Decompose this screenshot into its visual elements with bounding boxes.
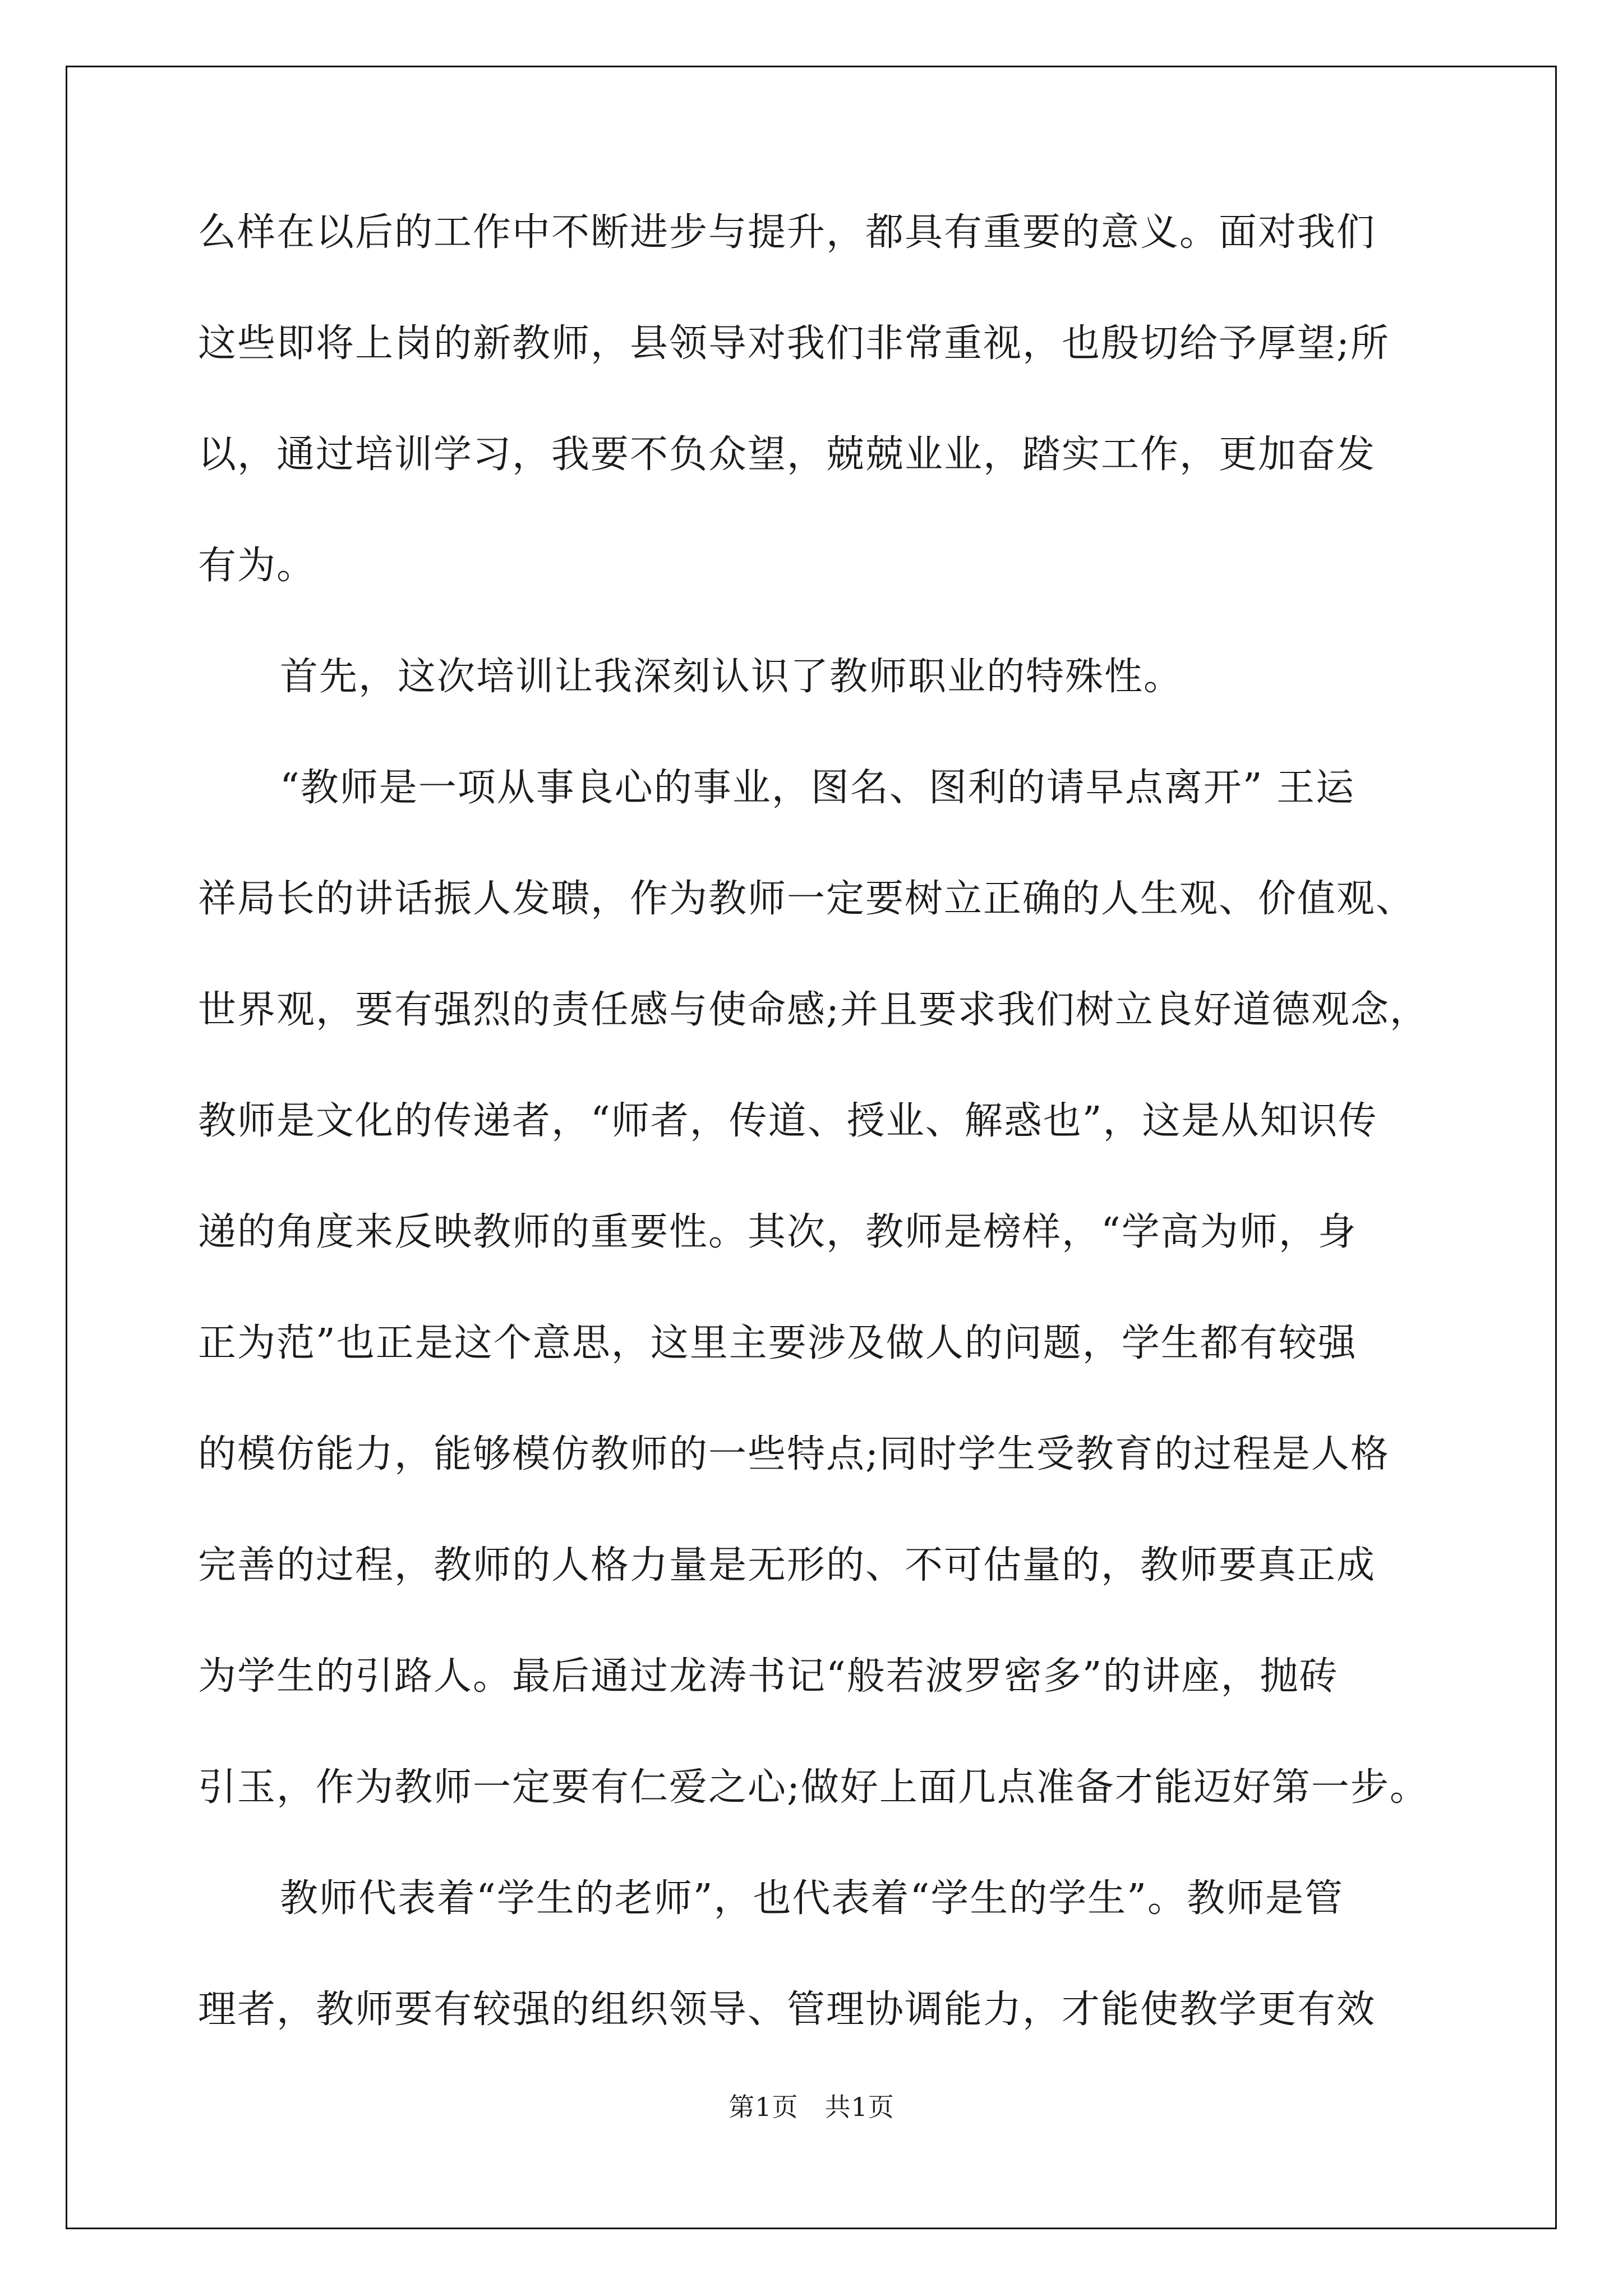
text-line: 以，通过培训学习，我要不负众望，兢兢业业，踏实工作，更加奋发 [198, 432, 1376, 477]
text-line: 递的角度来反映教师的重要性。其次，教师是榜样，“学高为师，身 [198, 1210, 1357, 1254]
text-line: 教师是文化的传递者，“师者，传道、授业、解惑也”，这是从知识传 [198, 1099, 1378, 1143]
text-line: 世界观，要有强烈的责任感与使命感;并且要求我们树立良好道德观念， [198, 988, 1429, 1032]
text-line: 理者，教师要有较强的组织领导、管理协调能力，才能使教学更有效 [198, 1987, 1376, 2032]
text-line: 引玉，作为教师一定要有仁爱之心;做好上面几点准备才能迈好第一步。 [198, 1765, 1429, 1810]
page-number: 第1页 共1页 [728, 2092, 895, 2122]
text-line: 完善的过程，教师的人格力量是无形的、不可估量的，教师要真正成 [198, 1543, 1376, 1588]
text-line: 有为。 [198, 544, 316, 588]
paragraph-first-line: 教师代表着“学生的老师”，也代表着“学生的学生”。教师是管 [280, 1876, 1344, 1921]
text-line: 正为范”也正是这个意思，这里主要涉及做人的问题，学生都有较强 [198, 1321, 1357, 1365]
text-line: 这些即将上岗的新教师，县领导对我们非常重视，也殷切给予厚望;所 [198, 321, 1390, 366]
text-line: 的模仿能力，能够模仿教师的一些特点;同时学生受教育的过程是人格 [198, 1432, 1390, 1476]
text-line: 么样在以后的工作中不断进步与提升，都具有重要的意义。面对我们 [198, 210, 1376, 255]
text-line: 为学生的引路人。最后通过龙涛书记“般若波罗密多”的讲座，抛砖 [198, 1654, 1339, 1699]
paragraph-first-line: “教师是一项从事良心的事业，图名、图利的请早点离开” 王运 [280, 766, 1355, 810]
text-line: 祥局长的讲话振人发聩，作为教师一定要树立正确的人生观、价值观、 [198, 877, 1415, 921]
paragraph-first-line: 首先，这次培训让我深刻认识了教师职业的特殊性。 [280, 655, 1183, 699]
